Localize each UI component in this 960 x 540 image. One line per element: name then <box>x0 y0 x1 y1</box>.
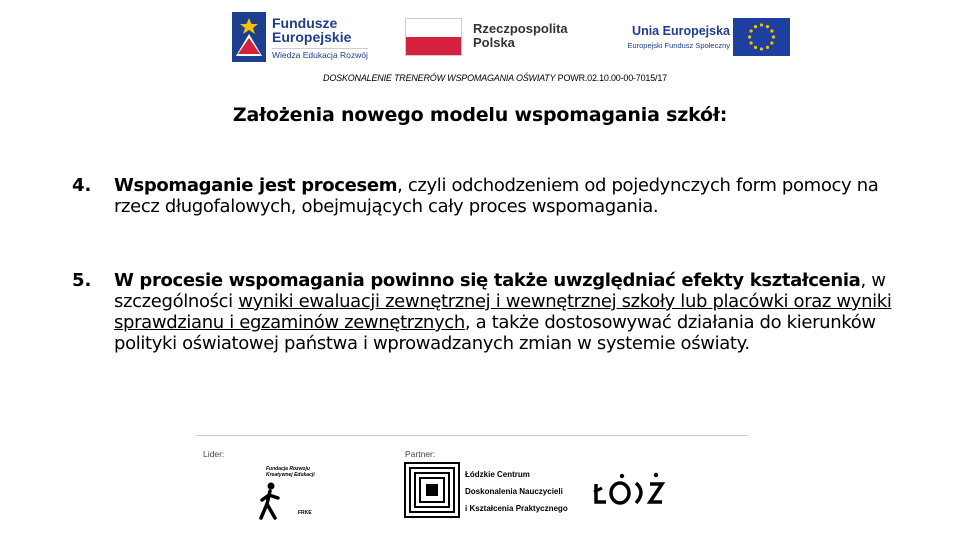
header-logos <box>0 0 960 70</box>
odn-line1: Łódzkie Centrum <box>465 470 530 479</box>
eu-star-icon <box>770 29 773 32</box>
list-item-text <box>114 175 912 217</box>
eu-star-icon <box>754 46 757 49</box>
polish-flag-icon <box>405 18 462 56</box>
odn-square-logo-icon <box>404 462 460 518</box>
eu-star-icon <box>766 46 769 49</box>
walking-figure-icon <box>258 482 282 520</box>
ue-logo-sub: Europejski Fundusz Społeczny <box>627 41 730 50</box>
lider-logo-small: FRKE <box>298 510 312 516</box>
fe-logo-sub: Wiedza Edukacja Rozwój <box>272 50 368 60</box>
eu-star-icon <box>754 25 757 28</box>
list-item-rest: , czyli odchodzeniem od pojedynczych form pomocy na rzecz długofalowych, obejmujących cały proces wspomagania. <box>114 175 879 217</box>
lider-label: Lider: <box>203 449 225 459</box>
project-code: POWR.02.10.00-00-7015/17 <box>555 73 667 83</box>
project-name: DOSKONALENIE TRENERÓW WSPOMAGANIA OŚWIATY <box>323 73 556 83</box>
eu-star-icon <box>760 23 763 26</box>
lider-logo-text: Fundacja Rozwoju Kreatywnej Edukacji <box>266 466 315 478</box>
odn-line2: Doskonalenia Nauczycieli <box>465 487 563 496</box>
eu-star-icon <box>748 35 751 38</box>
list-item-bold: W procesie wspomagania powinno się także uwzględniać efekty kształcenia <box>114 270 861 291</box>
eu-star-icon <box>772 35 775 38</box>
ue-logo-text: Unia Europejska <box>632 24 730 38</box>
list-item-bold: Wspomaganie jest procesem <box>114 175 398 196</box>
partner-label: Partner: <box>405 449 436 459</box>
list-item-4 <box>72 175 912 217</box>
list-item-5 <box>72 270 912 354</box>
list-item-number: 4. <box>72 175 92 196</box>
fundusze-europejskie-logo <box>232 12 377 62</box>
footer-divider <box>196 435 748 436</box>
odn-logo-text <box>465 466 568 517</box>
eu-star-icon <box>750 29 753 32</box>
unia-europejska-logo <box>600 18 790 58</box>
rp-logo-text <box>473 22 568 50</box>
eu-star-icon <box>750 41 753 44</box>
eu-star-icon <box>760 47 763 50</box>
fe-line1: Fundusze <box>272 15 338 31</box>
list-item-mid: , w szczególności <box>114 270 886 312</box>
project-line <box>0 73 960 83</box>
eu-flag-icon <box>733 18 790 56</box>
list-item-text <box>114 270 912 354</box>
fe-logo-text <box>272 16 351 44</box>
eu-star-icon <box>770 41 773 44</box>
rzeczpospolita-logo <box>405 18 575 58</box>
list-item-underlined: wyniki ewaluacji zewnętrznej i wewnętrznej szkoły lub placówki oraz wyniki sprawdzianu i egzaminów zewnętrznych <box>114 291 892 333</box>
fe-star-icon <box>232 12 266 62</box>
rp-line2: Polska <box>473 35 515 50</box>
eu-star-icon <box>766 25 769 28</box>
lodz-logo-icon <box>592 470 667 512</box>
page-title: Założenia nowego modelu wspomagania szkół: <box>232 104 728 126</box>
fe-line2: Europejskie <box>272 29 352 45</box>
list-item-number: 5. <box>72 270 92 291</box>
odn-line3: i Kształcenia Praktycznego <box>465 504 568 513</box>
rp-line1: Rzeczpospolita <box>473 21 568 36</box>
list-item-rest: , a także dostosowywać działania do kierunków polityki oświatowej państwa i wprowadzanych zmian w systemie oświaty. <box>114 312 876 354</box>
